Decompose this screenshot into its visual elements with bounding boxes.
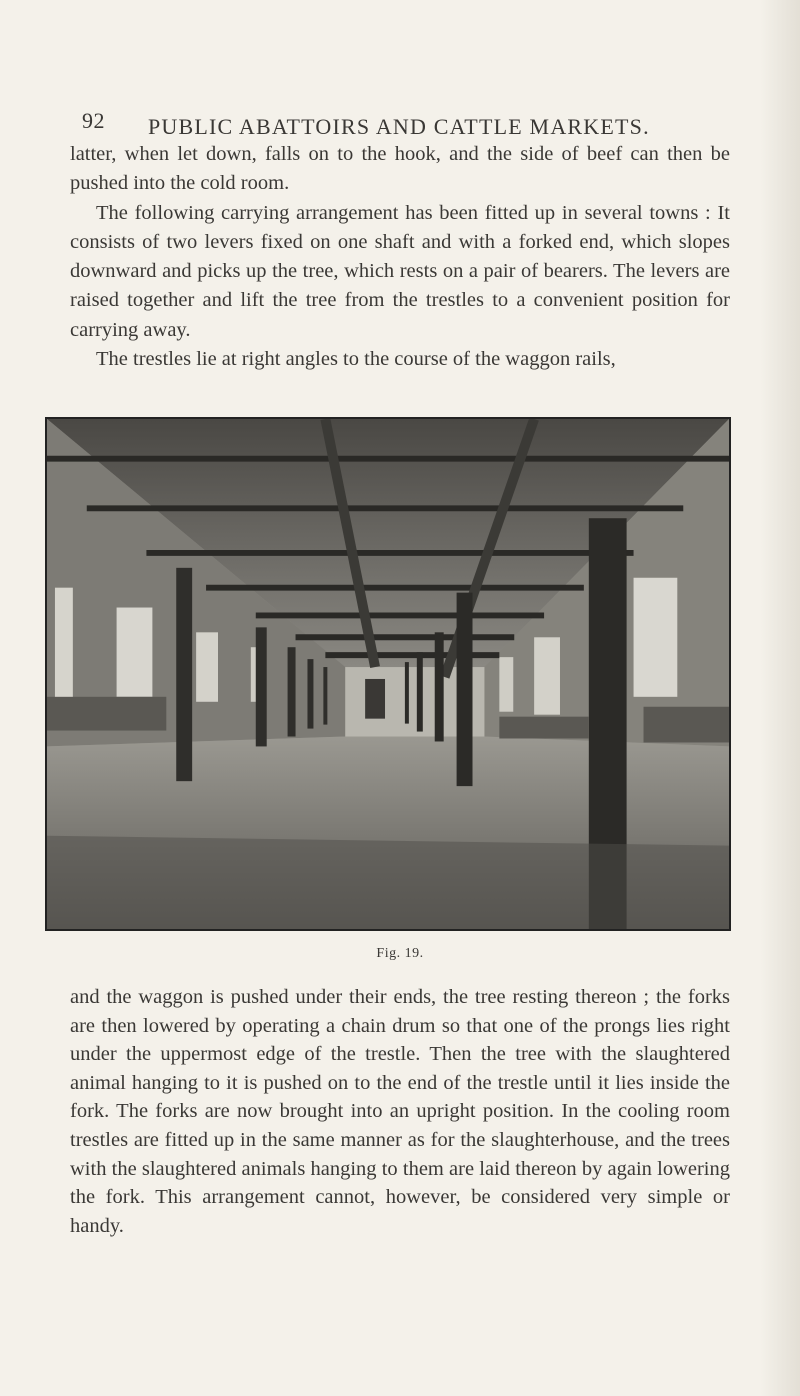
body-text-top <box>70 140 730 374</box>
figure-caption: Fig. 19. <box>376 946 424 961</box>
paragraph: The following carrying arrangement has been fitted up in several towns : It consists of two levers fixed on one shaft and with a forked end, which slopes downward and picks up the tree, which rests on a pair of bearers. The levers are raised together and lift the tree from the trestles to a convenient position for carrying away. <box>70 201 730 341</box>
paragraph: The trestles lie at right angles to the course of the waggon rails, <box>96 348 616 371</box>
paragraph: latter, when let down, falls on to the hook, and the side of beef can then be pushed into the cold room. <box>70 143 730 195</box>
figure-photograph-slaughterhouse-hall <box>45 417 731 931</box>
body-text-bottom <box>70 983 730 1240</box>
page-number: 92 <box>82 108 105 133</box>
slaughterhouse-interior-photo <box>47 419 729 929</box>
paragraph: and the waggon is pushed under their ends, the tree resting thereon ; the forks are then lowered by operating a chain drum so that one of the prongs lies right under the uppermost edge of the trestle. Then the tree with the slaughtered animal hanging to it is pushed on to the end of the trestle until it lies inside the fork. The forks are now brought into an upright position. In the cooling room trestles are fitted up in the same manner as for the slaughterhouse, and the trees with the slaughtered animals hanging to them are laid thereon by again lowering the fork. This arrangement cannot, however, be considered very simple or handy. <box>70 986 730 1237</box>
running-title: PUBLIC ABATTOIRS AND CATTLE MARKETS. <box>148 114 650 139</box>
page-edge-shadow <box>760 0 800 1396</box>
